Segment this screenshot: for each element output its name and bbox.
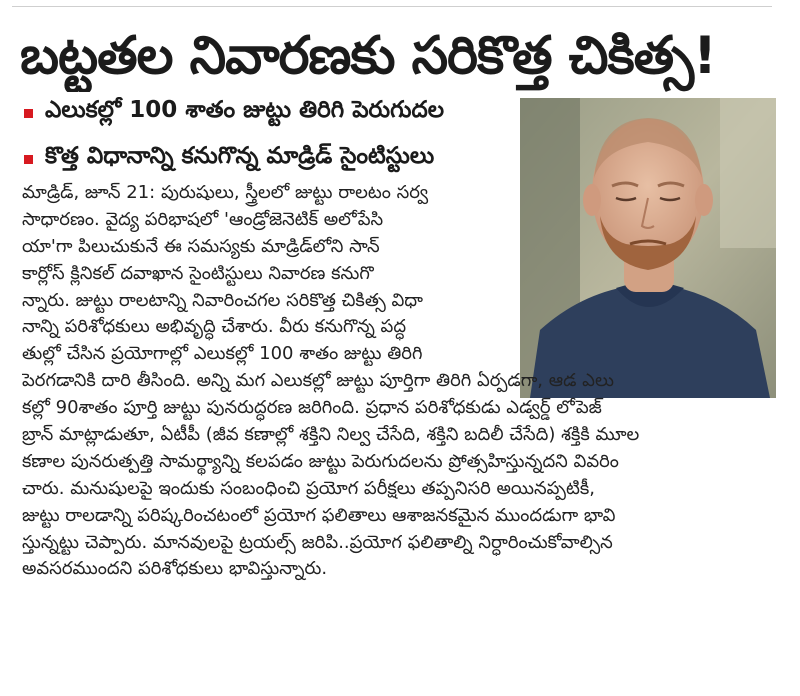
article-body	[22, 180, 792, 583]
bullet-text-2: కొత్త విధానాన్ని కనుగొన్న మాడ్రిడ్ సైంటిస్టులు	[45, 143, 435, 169]
article-line: అవసరముందని పరిశోధకులు భావిస్తున్నారు.	[22, 558, 328, 580]
article-line: చారు. మనుషులపై ఇందుకు సంబంధించి ప్రయోగ పరీక్షలు తప్పనిసరి అయినప్పటికీ,	[22, 477, 596, 499]
article-line: సాధారణం. వైద్య పరిభాషలో 'ఆండ్రోజెనెటిక్ అలోపేసి	[22, 208, 384, 230]
article-line: జుట్టు రాలడాన్ని పరిష్కరించటంలో ప్రయోగ ఫలితాలు ఆశాజనకమైన ముందడుగా భావి	[22, 504, 616, 526]
bullet-point-1	[24, 96, 514, 130]
article-line: కార్లోస్ క్లినికల్ దవాఖాన సైంటిస్టులు నివారణ కనుగొ	[22, 262, 374, 284]
article-line: కణాల పునరుత్పత్తి సామర్థ్యాన్ని కలపడం జుట్టు పెరుగుదలను ప్రోత్సహిస్తున్నదని వివరిం	[22, 450, 619, 472]
article-line: న్నారు. జుట్టు రాలటాన్ని నివారించగల సరికొత్త చికిత్స విధా	[22, 289, 424, 311]
article-line: తుల్లో చేసిన ప్రయోగాల్లో ఎలుకల్లో 100 శాతం జుట్టు తిరిగి	[22, 343, 423, 365]
article-line: నాన్ని పరిశోధకులు అభివృద్ధి చేశారు. వీరు కనుగొన్న పద్ధ	[22, 316, 407, 338]
article-line: పెరగడానికి దారి తీసింది. అన్ని మగ ఎలుకల్లో జుట్టు పూర్తిగా తిరిగి ఏర్పడగా, ఆడ ఎలు	[22, 370, 614, 392]
article-line: బ్రాన్ మాట్లాడుతూ, ఏటీపీ (జీవ కణాల్లో శక్తిని నిల్వ చేసేది, శక్తిని బదిలీ చేసేది) శక్తికి మూల	[22, 424, 640, 446]
headline: బట్టతల నివారణకు సరికొత్త చికిత్స!	[20, 26, 716, 86]
article-line: యా'గా పిలుచుకునే ఈ సమస్యకు మాడ్రిడ్‌లోని సాన్	[22, 235, 380, 257]
bullet-point-2	[24, 142, 514, 176]
red-square-bullet-icon	[24, 155, 33, 164]
red-square-bullet-icon	[24, 109, 33, 118]
bullet-text-1: ఎలుకల్లో 100 శాతం జుట్టు తిరిగి పెరుగుదల	[45, 97, 445, 123]
article-line: మాడ్రిడ్, జూన్ 21: పురుషులు, స్త్రీలలో జుట్టు రాలటం సర్వ	[22, 182, 429, 203]
article-line: స్తున్నట్టు చెప్పారు. మానవులపై ట్రయల్స్ జరిపి..ప్రయోగ ఫలితాల్ని నిర్ధారించుకోవాల్సిన	[22, 531, 613, 553]
top-divider	[12, 6, 772, 7]
article-line: కల్లో 90శాతం పూర్తి జుట్టు పునరుద్ధరణ జరిగింది. ప్రధాన పరిశోధకుడు ఎడ్వర్డ్ లోపెజ్	[22, 397, 602, 419]
